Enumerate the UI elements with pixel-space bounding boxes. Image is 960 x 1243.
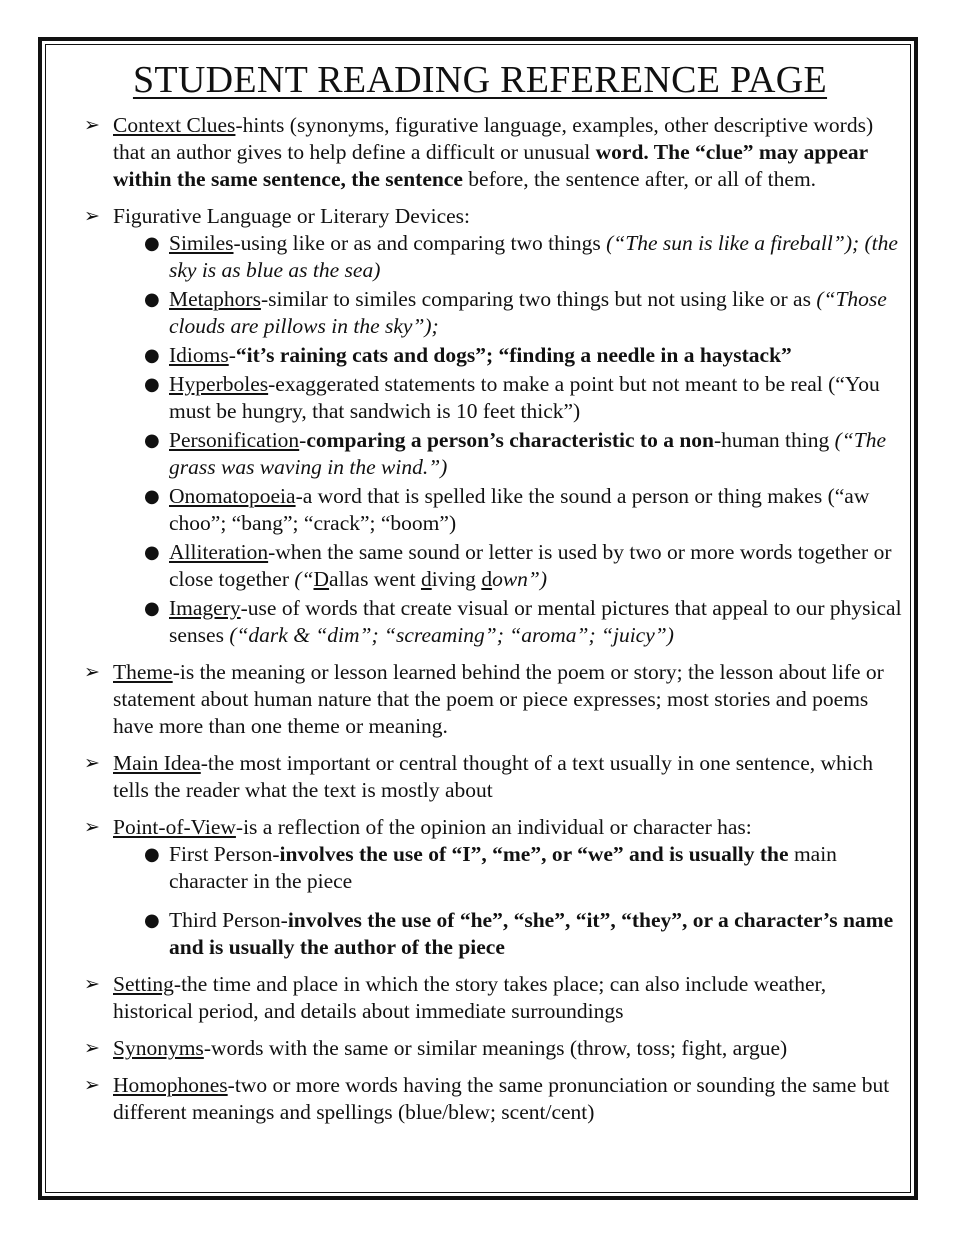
list-item-idioms: [113, 342, 904, 369]
term-hyperboles: Hyperboles: [169, 372, 269, 396]
term-theme: Theme: [113, 660, 173, 684]
similes-example: (“The sun is like a fireball”); (the sky is as blue as the sea): [169, 231, 898, 282]
first-person-bold: involves the use of “I”, “me”, or “we” and is usually the: [279, 842, 789, 866]
list-item-imagery: [113, 595, 904, 649]
term-alliteration: Alliteration: [169, 540, 269, 564]
point-of-view-list: [113, 841, 904, 961]
first-person-text: main character in the piece: [169, 842, 837, 893]
term-context-clues: Context Clues: [113, 113, 236, 137]
main-idea-text: -the most important or central thought of a text usually in one sentence, which tells the reader what the text is mostly about: [113, 751, 874, 802]
list-item-onomatopoeia: [113, 483, 904, 537]
term-idioms: Idioms: [169, 343, 229, 367]
alliteration-letter-2: d: [420, 567, 432, 591]
metaphors-example: (“Those clouds are pillows in the sky”);: [169, 287, 887, 338]
bullet-dot-icon: ●: [144, 289, 160, 310]
arrow-bullet-icon: ➢: [84, 205, 100, 227]
point-of-view-text: -is a reflection of the opinion an individual or character has:: [235, 815, 752, 839]
figurative-language-item: [84, 203, 904, 649]
third-person-label: Third Person-: [169, 908, 288, 932]
term-metaphors: Metaphors: [169, 287, 261, 311]
list-item-metaphors: [113, 286, 904, 340]
arrow-bullet-icon: ➢: [84, 1037, 100, 1059]
alliteration-word-1: allas went: [329, 567, 421, 591]
figurative-list: [113, 230, 904, 649]
bullet-dot-icon: ●: [144, 233, 160, 254]
personification-text-2: -human thing: [714, 428, 835, 452]
context-clues-text-2: before, the sentence after, or all of them.: [462, 167, 817, 191]
arrow-bullet-icon: ➢: [84, 816, 100, 838]
context-clues-item: [84, 112, 904, 193]
bullet-dot-icon: ●: [144, 844, 160, 865]
figurative-heading: Figurative Language or Literary Devices:: [113, 204, 470, 228]
arrow-bullet-icon: ➢: [84, 661, 100, 683]
term-main-idea: Main Idea: [113, 751, 201, 775]
list-item-alliteration: [113, 539, 904, 593]
bullet-dot-icon: ●: [144, 486, 160, 507]
arrow-bullet-icon: ➢: [84, 752, 100, 774]
bullet-dot-icon: ●: [144, 598, 160, 619]
term-setting: Setting: [113, 972, 174, 996]
term-synonyms: Synonyms: [113, 1036, 204, 1060]
idioms-example: “it’s raining cats and dogs”; “finding a needle in a haystack”: [235, 343, 792, 367]
alliteration-example: [294, 567, 547, 591]
synonyms-item: [84, 1035, 904, 1062]
list-item-third-person: [113, 907, 904, 961]
imagery-text: -use of words that create visual or mental pictures that appeal to our physical senses: [169, 596, 902, 647]
list-item-first-person: [113, 841, 904, 895]
term-homophones: Homophones: [113, 1073, 228, 1097]
main-idea-item: [84, 750, 904, 804]
setting-text: -the time and place in which the story takes place; can also include weather, historical period, and details about immediate surroundings: [113, 972, 827, 1023]
imagery-example: (“dark & “dim”; “screaming”; “aroma”; “juicy”): [229, 623, 674, 647]
term-imagery: Imagery: [169, 596, 241, 620]
alliteration-open: (“: [294, 567, 314, 591]
homophones-item: [84, 1072, 904, 1126]
bullet-dot-icon: ●: [144, 345, 160, 366]
third-person-bold: involves the use of “he”, “she”, “it”, “they”, or a character’s name and is usually the author of the piece: [169, 908, 894, 959]
bullet-dot-icon: ●: [144, 374, 160, 395]
alliteration-letter-3: d: [481, 567, 493, 591]
metaphors-text: -similar to similes comparing two things but not using like or as: [260, 287, 817, 311]
idioms-text: -: [228, 343, 236, 367]
reference-content: [84, 112, 904, 1136]
alliteration-word-3: own”): [492, 567, 548, 591]
alliteration-text: -when the same sound or letter is used by two or more words together or close together: [169, 540, 892, 591]
term-personification: Personification: [169, 428, 300, 452]
homophones-text: -two or more words having the same pronunciation or sounding the same but different meanings and spellings (blue/blew; scent/cent): [113, 1073, 890, 1124]
point-of-view-item: [84, 814, 904, 961]
arrow-bullet-icon: ➢: [84, 973, 100, 995]
alliteration-word-2: iving: [431, 567, 482, 591]
synonyms-text: -words with the same or similar meanings (throw, toss; fight, argue): [203, 1036, 788, 1060]
personification-example: (“The grass was waving in the wind.”): [169, 428, 886, 479]
similes-text: -using like or as and comparing two things: [233, 231, 607, 255]
setting-item: [84, 971, 904, 1025]
page-title: STUDENT READING REFERENCE PAGE: [132, 59, 828, 101]
context-clues-text: -hints (synonyms, figurative language, examples, other descriptive words) that an author gives to help define a difficult or unusual: [113, 113, 874, 164]
term-point-of-view: Point-of-View: [113, 815, 236, 839]
context-clues-bold: word. The “clue” may appear within the same sentence, the sentence: [113, 140, 868, 191]
theme-text: -is the meaning or lesson learned behind the poem or story; the lesson about life or statement about human nature that the poem or piece expresses; most stories and poems have more than one theme or meaning.: [113, 660, 884, 738]
bullet-dot-icon: ●: [144, 430, 160, 451]
list-item-personification: [113, 427, 904, 481]
bullet-dot-icon: ●: [144, 910, 160, 931]
personification-bold: comparing a person’s characteristic to a non: [306, 428, 714, 452]
personification-text: -: [299, 428, 307, 452]
theme-item: [84, 659, 904, 740]
hyperboles-text: -exaggerated statements to make a point but not meant to be real (“You must be hungry, that sandwich is 10 feet thick”): [169, 372, 880, 423]
first-person-label: First Person-: [169, 842, 280, 866]
term-similes: Similes: [169, 231, 234, 255]
term-onomatopoeia: Onomatopoeia: [169, 484, 296, 508]
arrow-bullet-icon: ➢: [84, 1074, 100, 1096]
onomatopoeia-text: -a word that is spelled like the sound a person or thing makes (“aw choo”; “bang”; “crack”; “boom”): [169, 484, 870, 535]
list-item-hyperboles: [113, 371, 904, 425]
bullet-dot-icon: ●: [144, 542, 160, 563]
alliteration-letter-1: D: [313, 567, 330, 591]
arrow-bullet-icon: ➢: [84, 114, 100, 136]
list-item-similes: [113, 230, 904, 284]
